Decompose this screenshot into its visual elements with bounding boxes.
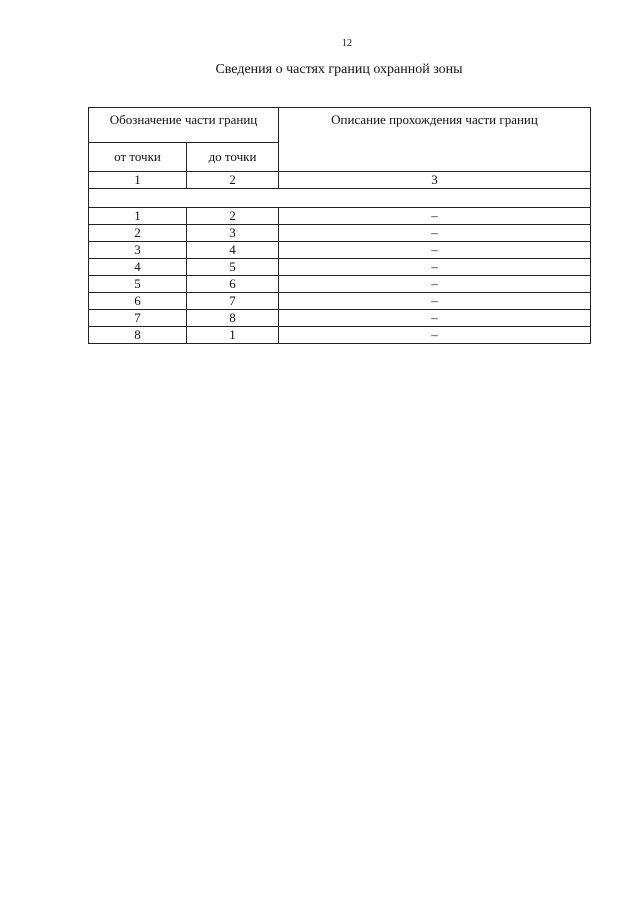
header-boundary-part-designation: Обозначение части границ (89, 108, 279, 143)
table-row (89, 293, 591, 310)
cell-description: – (279, 327, 591, 344)
cell-to-point: 3 (187, 225, 279, 242)
document-title: Сведения о частях границ охранной зоны (215, 62, 463, 77)
cell-from-point: 4 (89, 259, 187, 276)
cell-from-point: 3 (89, 242, 187, 259)
cell-to-point: 1 (187, 327, 279, 344)
table-row (89, 310, 591, 327)
cell-from-point: 8 (89, 327, 187, 344)
cell-from-point: 5 (89, 276, 187, 293)
cell-to-point: 5 (187, 259, 279, 276)
table-row (89, 225, 591, 242)
table-row (89, 259, 591, 276)
table-row (89, 208, 591, 225)
column-number: 3 (279, 172, 591, 189)
column-number: 2 (187, 172, 279, 189)
boundary-parts-table (88, 107, 591, 344)
blank-cell (89, 189, 591, 208)
table-row (89, 276, 591, 293)
cell-description: – (279, 310, 591, 327)
cell-from-point: 1 (89, 208, 187, 225)
cell-from-point: 6 (89, 293, 187, 310)
cell-to-point: 2 (187, 208, 279, 225)
cell-to-point: 4 (187, 242, 279, 259)
cell-to-point: 7 (187, 293, 279, 310)
cell-description: – (279, 208, 591, 225)
table-row (89, 327, 591, 344)
column-number: 1 (89, 172, 187, 189)
cell-description: – (279, 259, 591, 276)
cell-to-point: 8 (187, 310, 279, 327)
header-from-point: от точки (89, 143, 187, 172)
cell-description: – (279, 276, 591, 293)
column-number-row (89, 172, 591, 189)
table-row (89, 242, 591, 259)
cell-description: – (279, 225, 591, 242)
header-to-point: до точки (187, 143, 279, 172)
cell-description: – (279, 242, 591, 259)
header-boundary-description: Описание прохождения части границ (279, 108, 591, 172)
page-number: 12 (342, 38, 352, 49)
cell-description: – (279, 293, 591, 310)
table-header-row (89, 108, 591, 143)
cell-from-point: 7 (89, 310, 187, 327)
cell-to-point: 6 (187, 276, 279, 293)
blank-row (89, 189, 591, 208)
cell-from-point: 2 (89, 225, 187, 242)
